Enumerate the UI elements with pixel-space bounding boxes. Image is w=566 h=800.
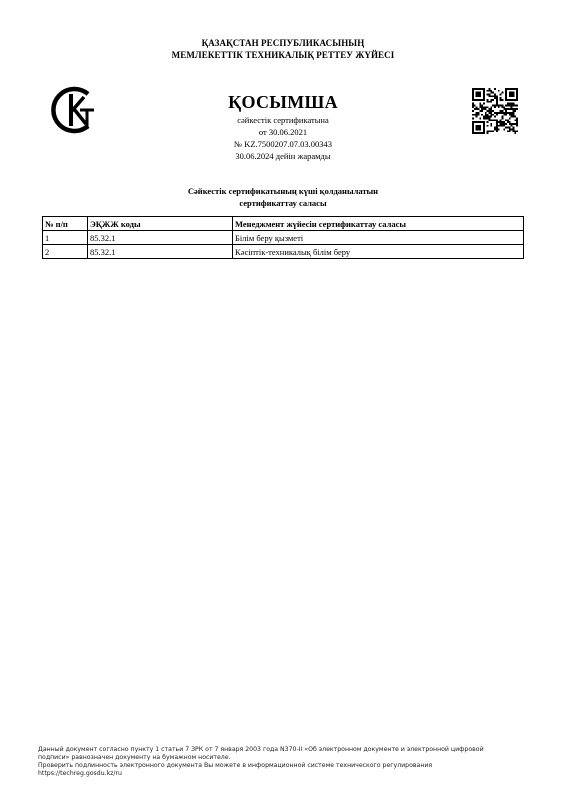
footer-line: Проверить подлинность электронного документа Вы можете в информационной системе технического регулирования xyxy=(38,762,433,769)
row-code-cell: 85.32.1 xyxy=(88,231,233,245)
row-scope-cell: Білім беру қызметі xyxy=(233,231,524,245)
column-header-code: ЭҚЖЖ коды xyxy=(88,217,233,231)
kst-logo-icon xyxy=(47,84,99,136)
table-row xyxy=(43,231,524,245)
footer-line: подписи» равнозначен документу на бумажном носителе. xyxy=(38,754,231,761)
row-scope-cell: Кәсіптік-техникалық білім беру xyxy=(233,245,524,259)
certificate-date: от 30.06.2021 xyxy=(258,127,308,137)
certification-scope-table xyxy=(42,216,524,259)
header-line-1: ҚАЗАҚСТАН РЕСПУБЛИКАСЫНЫҢ xyxy=(201,38,365,48)
section-title-line-1: Сәйкестік сертификатының күші қолданылатын xyxy=(187,186,379,196)
certificate-subtitle: сәйкестік сертификатына xyxy=(237,115,329,125)
section-title-line-2: сертификаттау саласы xyxy=(239,198,327,208)
table-header-row xyxy=(43,217,524,231)
header-line-2: МЕМЛЕКЕТТІК ТЕХНИКАЛЫҚ РЕТТЕУ ЖҮЙЕСІ xyxy=(171,50,395,60)
certificate-validity: 30.06.2024 дейін жарамды xyxy=(235,151,331,161)
certificate-number: № KZ.7500207.07.03.00343 xyxy=(233,139,333,149)
table-row xyxy=(43,245,524,259)
row-number-cell: 2 xyxy=(43,245,88,259)
footer-link[interactable]: https://techreg.gosdu.kz/ru xyxy=(38,770,122,777)
column-header-number: № п/п xyxy=(43,217,88,231)
row-number-cell: 1 xyxy=(43,231,88,245)
qr-code-icon xyxy=(472,88,518,134)
column-header-scope: Менеджмент жүйесін сертификаттау саласы xyxy=(233,217,524,231)
footer-note xyxy=(38,746,528,778)
document-title: ҚОСЫМША xyxy=(228,92,338,112)
row-code-cell: 85.32.1 xyxy=(88,245,233,259)
footer-line: Данный документ согласно пункту 1 статьи 7 ЗРК от 7 января 2003 года N370-II «Об электронном документе и электронной цифровой xyxy=(38,746,484,753)
